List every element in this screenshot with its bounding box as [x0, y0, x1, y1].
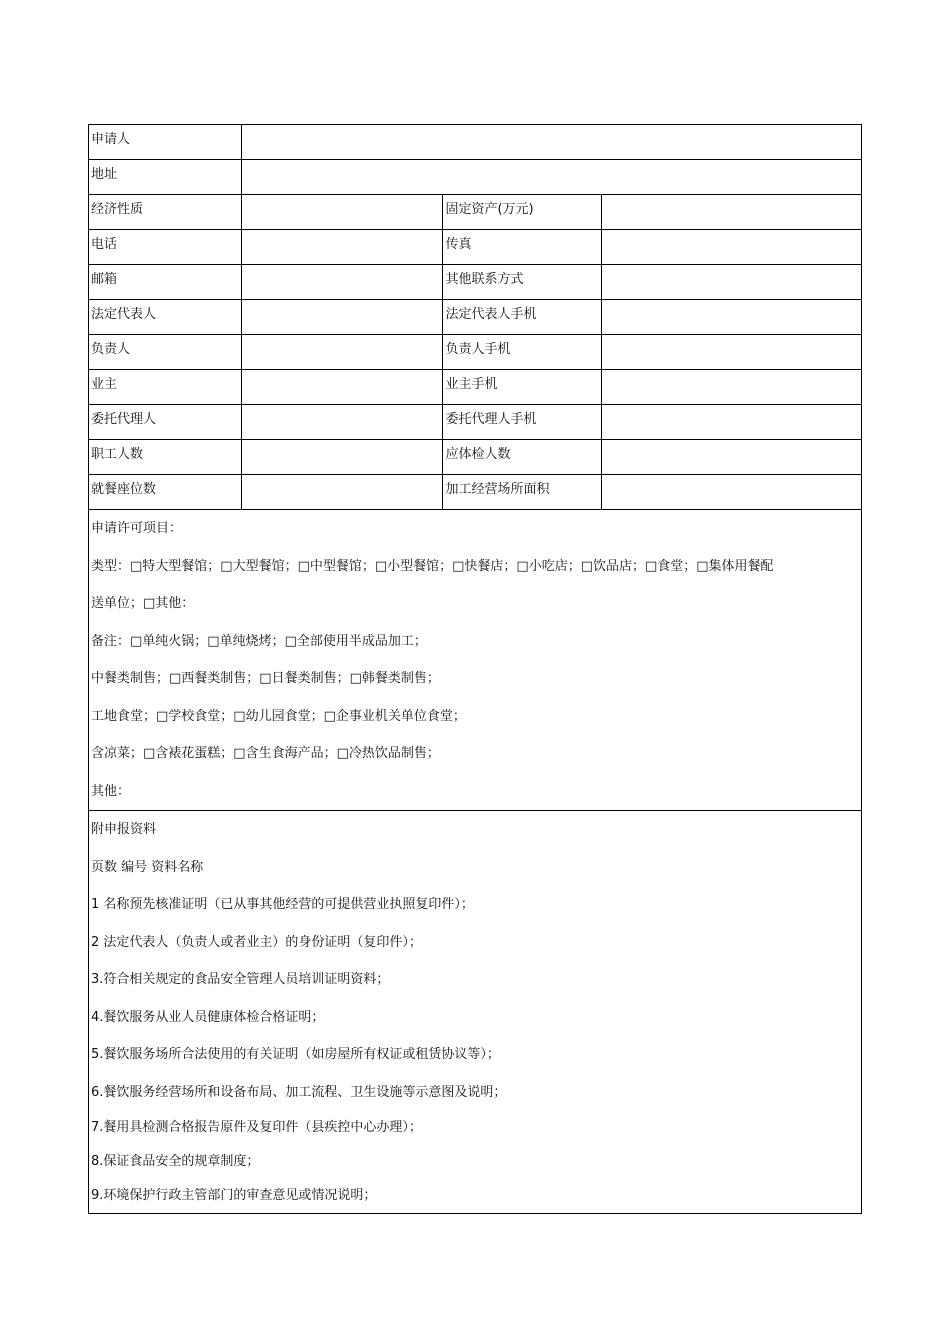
- application-form-table: [88, 124, 862, 1214]
- applicant-label: 申请人: [89, 125, 242, 160]
- permit-line: 含凉菜；□含裱花蛋糕；□含生食海产品；□冷热饮品制售；: [91, 746, 440, 761]
- materials-header: 页数 编号 资料名称: [91, 859, 204, 875]
- row-address: [89, 160, 862, 195]
- field-label: 法定代表人: [89, 300, 242, 335]
- field-value[interactable]: [242, 370, 443, 405]
- material-item: 8.保证食品安全的规章制度；: [91, 1154, 260, 1169]
- row-materials: [89, 811, 862, 1214]
- field-label: 委托代理人手机: [443, 405, 601, 440]
- field-label: 负责人: [89, 335, 242, 370]
- field-value[interactable]: [242, 475, 443, 510]
- field-value[interactable]: [601, 370, 861, 405]
- form-row: [89, 300, 862, 335]
- form-row: [89, 195, 862, 230]
- field-value[interactable]: [242, 440, 443, 475]
- field-label: 法定代表人手机: [443, 300, 601, 335]
- row-applicant: [89, 125, 862, 160]
- material-item: 5.餐饮服务场所合法使用的有关证明（如房屋所有权证或租赁协议等）；: [91, 1047, 500, 1062]
- field-value[interactable]: [601, 300, 861, 335]
- form-row: [89, 230, 862, 265]
- form-row: [89, 335, 862, 370]
- address-label: 地址: [89, 160, 242, 195]
- field-label: 负责人手机: [443, 335, 601, 370]
- field-value[interactable]: [242, 230, 443, 265]
- field-label: 委托代理人: [89, 405, 242, 440]
- permit-title: 申请许可项目：: [91, 521, 183, 536]
- field-value[interactable]: [242, 335, 443, 370]
- field-label: 其他联系方式: [443, 265, 601, 300]
- field-label: 业主手机: [443, 370, 601, 405]
- permit-line: 备注：□单纯火锅；□单纯烧烤；□全部使用半成品加工；: [91, 633, 427, 649]
- field-value[interactable]: [601, 335, 861, 370]
- permit-line: 工地食堂；□学校食堂；□幼儿园食堂；□企事业机关单位食堂；: [91, 708, 466, 724]
- field-value[interactable]: [242, 300, 443, 335]
- field-value[interactable]: [601, 440, 861, 475]
- form-row: [89, 475, 862, 510]
- material-item: 4.餐饮服务从业人员健康体检合格证明；: [91, 1009, 325, 1025]
- material-item: 3.符合相关规定的食品安全管理人员培训证明资料；: [91, 972, 390, 987]
- material-item: 9.环境保护行政主管部门的审查意见或情况说明；: [91, 1188, 377, 1203]
- permit-line: 其他：: [91, 783, 131, 799]
- material-item: 1 名称预先核准证明（已从事其他经营的可提供营业执照复印件）；: [91, 897, 474, 912]
- material-item: 2 法定代表人（负责人或者业主）的身份证明（复印件）；: [91, 934, 422, 950]
- form-row: [89, 440, 862, 475]
- permit-line: 中餐类制售；□西餐类制售；□日餐类制售；□韩餐类制售；: [91, 671, 440, 686]
- materials-title: 附申报资料: [91, 822, 157, 837]
- field-label: 业主: [89, 370, 242, 405]
- field-value[interactable]: [601, 230, 861, 265]
- field-value[interactable]: [601, 265, 861, 300]
- form-row: [89, 265, 862, 300]
- field-label: 电话: [89, 230, 242, 265]
- material-item: 7.餐用具检测合格报告原件及复印件（县疾控中心办理）；: [91, 1120, 422, 1135]
- field-label: 加工经营场所面积: [443, 475, 601, 510]
- materials-cell: [89, 811, 862, 1214]
- field-value[interactable]: [242, 265, 443, 300]
- field-label: 固定资产(万元): [443, 195, 601, 230]
- field-value[interactable]: [242, 405, 443, 440]
- field-label: 经济性质: [89, 195, 242, 230]
- permit-line: 送单位；□其他：: [91, 596, 195, 611]
- row-permit-items: [89, 510, 862, 811]
- field-label: 职工人数: [89, 440, 242, 475]
- field-label: 传真: [443, 230, 601, 265]
- material-item: 6.餐饮服务经营场所和设备布局、加工流程、卫生设施等示意图及说明；: [91, 1084, 507, 1100]
- permit-line: 类型：□特大型餐馆；□大型餐馆；□中型餐馆；□小型餐馆；□快餐店；□小吃店；□饮品店；□食堂；□集体用餐配: [91, 558, 774, 574]
- field-label: 应体检人数: [443, 440, 601, 475]
- field-value[interactable]: [242, 195, 443, 230]
- field-value[interactable]: [601, 405, 861, 440]
- field-label: 邮箱: [89, 265, 242, 300]
- field-value[interactable]: [601, 475, 861, 510]
- form-row: [89, 370, 862, 405]
- applicant-field[interactable]: [242, 125, 862, 160]
- form-row: [89, 405, 862, 440]
- permit-items-cell: [89, 510, 862, 811]
- field-label: 就餐座位数: [89, 475, 242, 510]
- address-field[interactable]: [242, 160, 862, 195]
- field-value[interactable]: [601, 195, 861, 230]
